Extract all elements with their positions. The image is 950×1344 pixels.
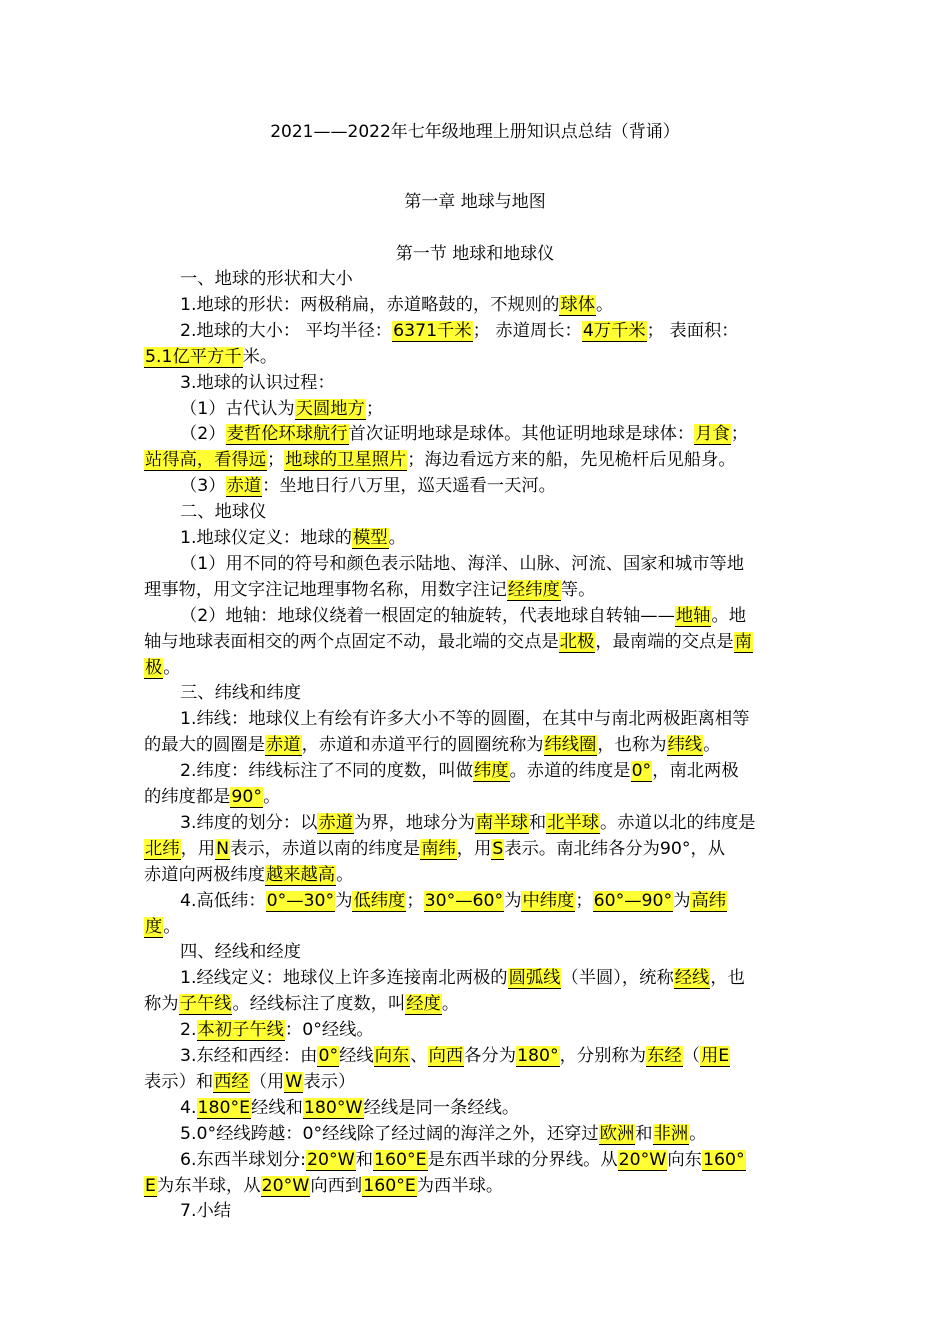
highlighted-term: 160°E — [374, 1149, 427, 1170]
text-segment: 1.纬线：地球仪上有绘有许多大小不等的圆圈，在其中与南北两极距离相等 — [180, 709, 750, 730]
text-segment: ； 表面积： — [646, 320, 739, 341]
text-line — [144, 578, 812, 602]
highlighted-term: 纬度 — [474, 761, 509, 782]
text-segment: 三、纬线和纬度 — [180, 683, 301, 704]
text-segment: ，用 — [180, 838, 216, 859]
text-segment: 3.东经和西经：由 — [180, 1046, 318, 1066]
text-segment: 。经线标注了度数，叫 — [232, 994, 406, 1015]
text-segment: 为 — [673, 890, 691, 911]
highlighted-term: 6371千米 — [393, 320, 472, 341]
highlighted-term: 160°E — [363, 1175, 416, 1196]
highlighted-term: 赤道 — [265, 735, 301, 756]
chapter-title: 第一章 地球与地图 — [404, 192, 546, 212]
text-segment: 和 — [355, 1149, 374, 1170]
text-segment: ； — [406, 890, 424, 911]
text-segment: 为 — [335, 890, 353, 911]
highlighted-term: 纬线 — [667, 735, 703, 756]
text-segment: 赤道向两极纬度 — [144, 864, 265, 885]
text-line — [180, 1122, 812, 1146]
text-segment: ； — [575, 890, 593, 911]
highlighted-term: 球体 — [560, 294, 595, 315]
text-segment: 表示） — [303, 1071, 356, 1092]
text-line — [180, 1018, 812, 1042]
highlighted-term: 0° — [318, 1046, 339, 1066]
text-line — [180, 681, 812, 705]
text-segment: 的最大的圆圈是 — [144, 735, 265, 756]
highlighted-term: 30°—60° — [424, 890, 504, 911]
text-segment: ；海边看远方来的船，先见桅杆后见船身。 — [407, 450, 736, 471]
text-line — [144, 1070, 812, 1094]
document-title: 2021——2022年七年级地理上册知识点总结（背诵） — [270, 122, 680, 142]
text-segment: ； 赤道周长： — [472, 320, 582, 341]
highlighted-term: S — [492, 838, 504, 859]
highlighted-term: 经线 — [674, 968, 710, 989]
text-segment: 4. — [180, 1097, 197, 1118]
highlighted-term: 160° — [702, 1149, 745, 1170]
text-segment: 。 — [441, 994, 460, 1015]
text-line — [180, 1199, 812, 1223]
text-segment: 1.地球的形状：两极稍扁，赤道略鼓的，不规则的 — [180, 294, 560, 315]
text-segment: （1）古代认为 — [180, 398, 295, 419]
highlighted-term: 极 — [145, 657, 163, 678]
text-segment: 经线是同一条经线。 — [363, 1097, 520, 1118]
highlighted-term: 纬线圈 — [544, 735, 597, 756]
text-segment: 等。 — [560, 579, 596, 600]
text-segment: 2.纬度：纬线标注了不同的度数，叫做 — [180, 761, 473, 782]
highlighted-term: 经纬度 — [507, 579, 560, 600]
highlighted-term: 赤道 — [226, 476, 262, 497]
text-segment: 的纬度都是 — [144, 787, 231, 807]
text-segment: 称为 — [144, 994, 179, 1015]
highlighted-term: 天圆地方 — [295, 398, 365, 419]
text-segment: （半圆），统称 — [561, 968, 674, 989]
highlighted-term: 圆弧线 — [508, 968, 561, 989]
text-segment: 2.地球的大小： 平均半径： — [180, 320, 393, 341]
text-segment: （ — [682, 1046, 700, 1066]
text-line — [180, 707, 812, 731]
text-segment: 一、地球的形状和大小 — [180, 269, 353, 289]
text-segment: 米。 — [242, 346, 278, 367]
text-segment: 经线和 — [251, 1097, 303, 1118]
text-line — [180, 422, 812, 446]
highlighted-term: 90° — [231, 787, 263, 807]
highlighted-term: 南半球 — [476, 812, 528, 833]
highlighted-term: 20°W — [307, 1149, 355, 1170]
highlighted-term: 向东 — [374, 1046, 410, 1066]
text-segment: ； — [730, 424, 749, 445]
text-line — [144, 1174, 812, 1198]
text-segment: 向西到 — [310, 1175, 363, 1196]
text-segment: 为东半球，从 — [156, 1175, 261, 1196]
text-line — [180, 552, 812, 576]
text-segment: 二、地球仪 — [180, 502, 267, 523]
highlighted-term: 20°W — [261, 1175, 310, 1196]
text-segment: 。 — [689, 1123, 707, 1144]
text-line — [180, 293, 812, 317]
text-segment: 表示）和 — [144, 1071, 214, 1092]
text-line — [180, 604, 812, 628]
highlighted-term: 20°W — [618, 1149, 667, 1170]
text-line — [180, 267, 812, 291]
text-line — [180, 940, 812, 964]
text-segment: 。 — [703, 735, 721, 756]
text-segment: 首次证明地球是球体。其他证明地球是球体： — [348, 424, 695, 445]
text-segment: ：坐地日行八万里，巡天遥看一天河。 — [262, 476, 556, 497]
text-segment: （3） — [180, 476, 226, 497]
text-segment: 6.东西半球划分: — [180, 1149, 306, 1170]
text-segment: 理事物，用文字注记地理事物名称，用数字注记 — [144, 579, 507, 600]
highlighted-term: 北半球 — [547, 812, 600, 833]
highlighted-term: 60°—90° — [593, 890, 673, 911]
text-line — [180, 759, 812, 783]
text-segment: 、 — [410, 1046, 428, 1066]
text-segment: 和 — [635, 1123, 653, 1144]
highlighted-term: 麦哲伦环球航行 — [226, 424, 348, 445]
text-line — [144, 733, 812, 757]
highlighted-term: 月食 — [695, 424, 730, 445]
text-line — [144, 448, 812, 472]
text-segment: ，分别称为 — [559, 1046, 647, 1066]
text-line — [180, 1096, 812, 1120]
text-segment: 3.地球的认识过程： — [180, 372, 335, 393]
text-line — [144, 863, 812, 887]
text-segment: 。 — [388, 528, 406, 548]
highlighted-term: 赤道 — [318, 812, 354, 833]
text-line — [144, 785, 812, 809]
text-line — [180, 500, 812, 524]
highlighted-term: 模型 — [353, 528, 388, 548]
text-segment: 和 — [528, 812, 547, 833]
highlighted-term: 子午线 — [179, 994, 232, 1015]
highlighted-term: 向西 — [428, 1046, 464, 1066]
text-line — [144, 656, 812, 680]
text-segment: ； — [266, 450, 285, 471]
text-line — [180, 526, 812, 550]
text-line — [180, 371, 812, 395]
highlighted-term: 低纬度 — [353, 890, 406, 911]
highlighted-term: 越来越高 — [265, 864, 336, 885]
text-line — [144, 837, 812, 861]
text-segment: ，南北两极 — [652, 761, 739, 782]
highlighted-term: 4万千米 — [582, 320, 646, 341]
highlighted-term: 北纬 — [145, 838, 180, 859]
highlighted-term: 180°E — [197, 1097, 251, 1118]
text-segment: 经线 — [339, 1046, 374, 1066]
highlighted-term: N — [216, 838, 230, 859]
highlighted-term: 东经 — [647, 1046, 682, 1066]
text-line — [180, 889, 812, 913]
text-segment: 。 — [336, 864, 354, 885]
text-segment: 。 — [263, 787, 281, 807]
text-line — [144, 345, 812, 369]
text-line — [180, 1044, 812, 1068]
highlighted-term: 5.1亿平方千 — [145, 346, 242, 367]
text-segment: 表示。南北纬各分为90°，从 — [504, 838, 726, 859]
text-segment: 向东 — [667, 1149, 702, 1170]
text-segment: 。赤道的纬度是 — [509, 761, 631, 782]
highlighted-term: 欧洲 — [599, 1123, 635, 1144]
text-line — [144, 630, 812, 654]
highlighted-term: 地轴 — [675, 605, 711, 626]
text-segment: 轴与地球表面相交的两个点固定不动，最北端的交点是 — [144, 631, 559, 652]
text-segment: 为西半球。 — [416, 1175, 504, 1196]
highlighted-term: 南纬 — [421, 838, 456, 859]
text-line — [180, 397, 812, 421]
highlighted-term: 地球的卫星照片 — [285, 450, 407, 471]
text-segment: （2） — [180, 424, 226, 445]
text-segment: ，最南端的交点是 — [595, 631, 734, 652]
highlighted-term: 北极 — [559, 631, 595, 652]
text-line — [144, 915, 812, 939]
highlighted-term: 非洲 — [653, 1123, 689, 1144]
text-segment: 1.经线定义：地球仪上许多连接南北两极的 — [180, 968, 508, 989]
text-segment: 4.高低纬： — [180, 890, 266, 911]
text-line — [144, 992, 812, 1016]
text-segment: 。 — [595, 294, 614, 315]
text-line — [180, 319, 812, 343]
highlighted-term: 南 — [734, 631, 752, 652]
text-segment: 。 — [163, 657, 181, 678]
text-segment: 。 — [163, 916, 181, 937]
highlighted-term: 180° — [517, 1046, 559, 1066]
text-line — [180, 1148, 812, 1172]
text-segment: 各分为 — [464, 1046, 516, 1066]
text-segment: ，赤道和赤道平行的圆圈统称为 — [301, 735, 544, 756]
text-segment: 5.0°经线跨越：0°经线除了经过阔的海洋之外，还穿过 — [180, 1123, 599, 1144]
highlighted-term: 高纬 — [691, 890, 727, 911]
section-title: 第一节 地球和地球仪 — [395, 244, 555, 264]
text-segment: 表示，赤道以南的纬度是 — [230, 838, 421, 859]
text-segment: ：0°经线。 — [284, 1020, 374, 1041]
text-segment: 是东西半球的分界线。从 — [427, 1149, 618, 1170]
text-segment: 1.地球仪定义：地球的 — [180, 528, 353, 548]
highlighted-term: 0° — [631, 761, 652, 782]
text-segment: （2）地轴：地球仪绕着一根固定的轴旋转，代表地球自转轴—— — [180, 605, 675, 626]
text-line — [180, 966, 812, 990]
highlighted-term: 中纬度 — [522, 890, 575, 911]
text-segment: 为界，地球分为 — [354, 812, 476, 833]
highlighted-term: 经度 — [406, 994, 441, 1015]
text-segment: ，也称为 — [597, 735, 667, 756]
text-segment: 。赤道以北的纬度是 — [600, 812, 756, 833]
text-line — [180, 474, 812, 498]
text-segment: ； — [365, 398, 384, 419]
text-segment: 四、经线和经度 — [180, 942, 301, 963]
text-segment: ，也 — [710, 968, 745, 989]
highlighted-term: W — [285, 1071, 303, 1092]
highlighted-term: 用E — [700, 1046, 730, 1066]
highlighted-term: 西经 — [214, 1071, 249, 1092]
text-segment: 为 — [504, 890, 522, 911]
highlighted-term: 180°W — [303, 1097, 363, 1118]
text-segment: 3.纬度的划分：以 — [180, 812, 318, 833]
text-segment: 7.小结 — [180, 1201, 232, 1222]
text-segment: 。地 — [711, 605, 747, 626]
highlighted-term: 站得高，看得远 — [145, 450, 266, 471]
highlighted-term: 度 — [145, 916, 163, 937]
text-segment: （用 — [249, 1071, 285, 1092]
highlighted-term: 本初子午线 — [197, 1020, 284, 1041]
highlighted-term: 0°—30° — [266, 890, 335, 911]
text-line — [180, 811, 812, 835]
text-segment: （1）用不同的符号和颜色表示陆地、海洋、山脉、河流、国家和城市等地 — [180, 553, 744, 574]
highlighted-term: E — [145, 1175, 156, 1196]
text-segment: 2. — [180, 1020, 197, 1041]
text-segment: ，用 — [456, 838, 492, 859]
